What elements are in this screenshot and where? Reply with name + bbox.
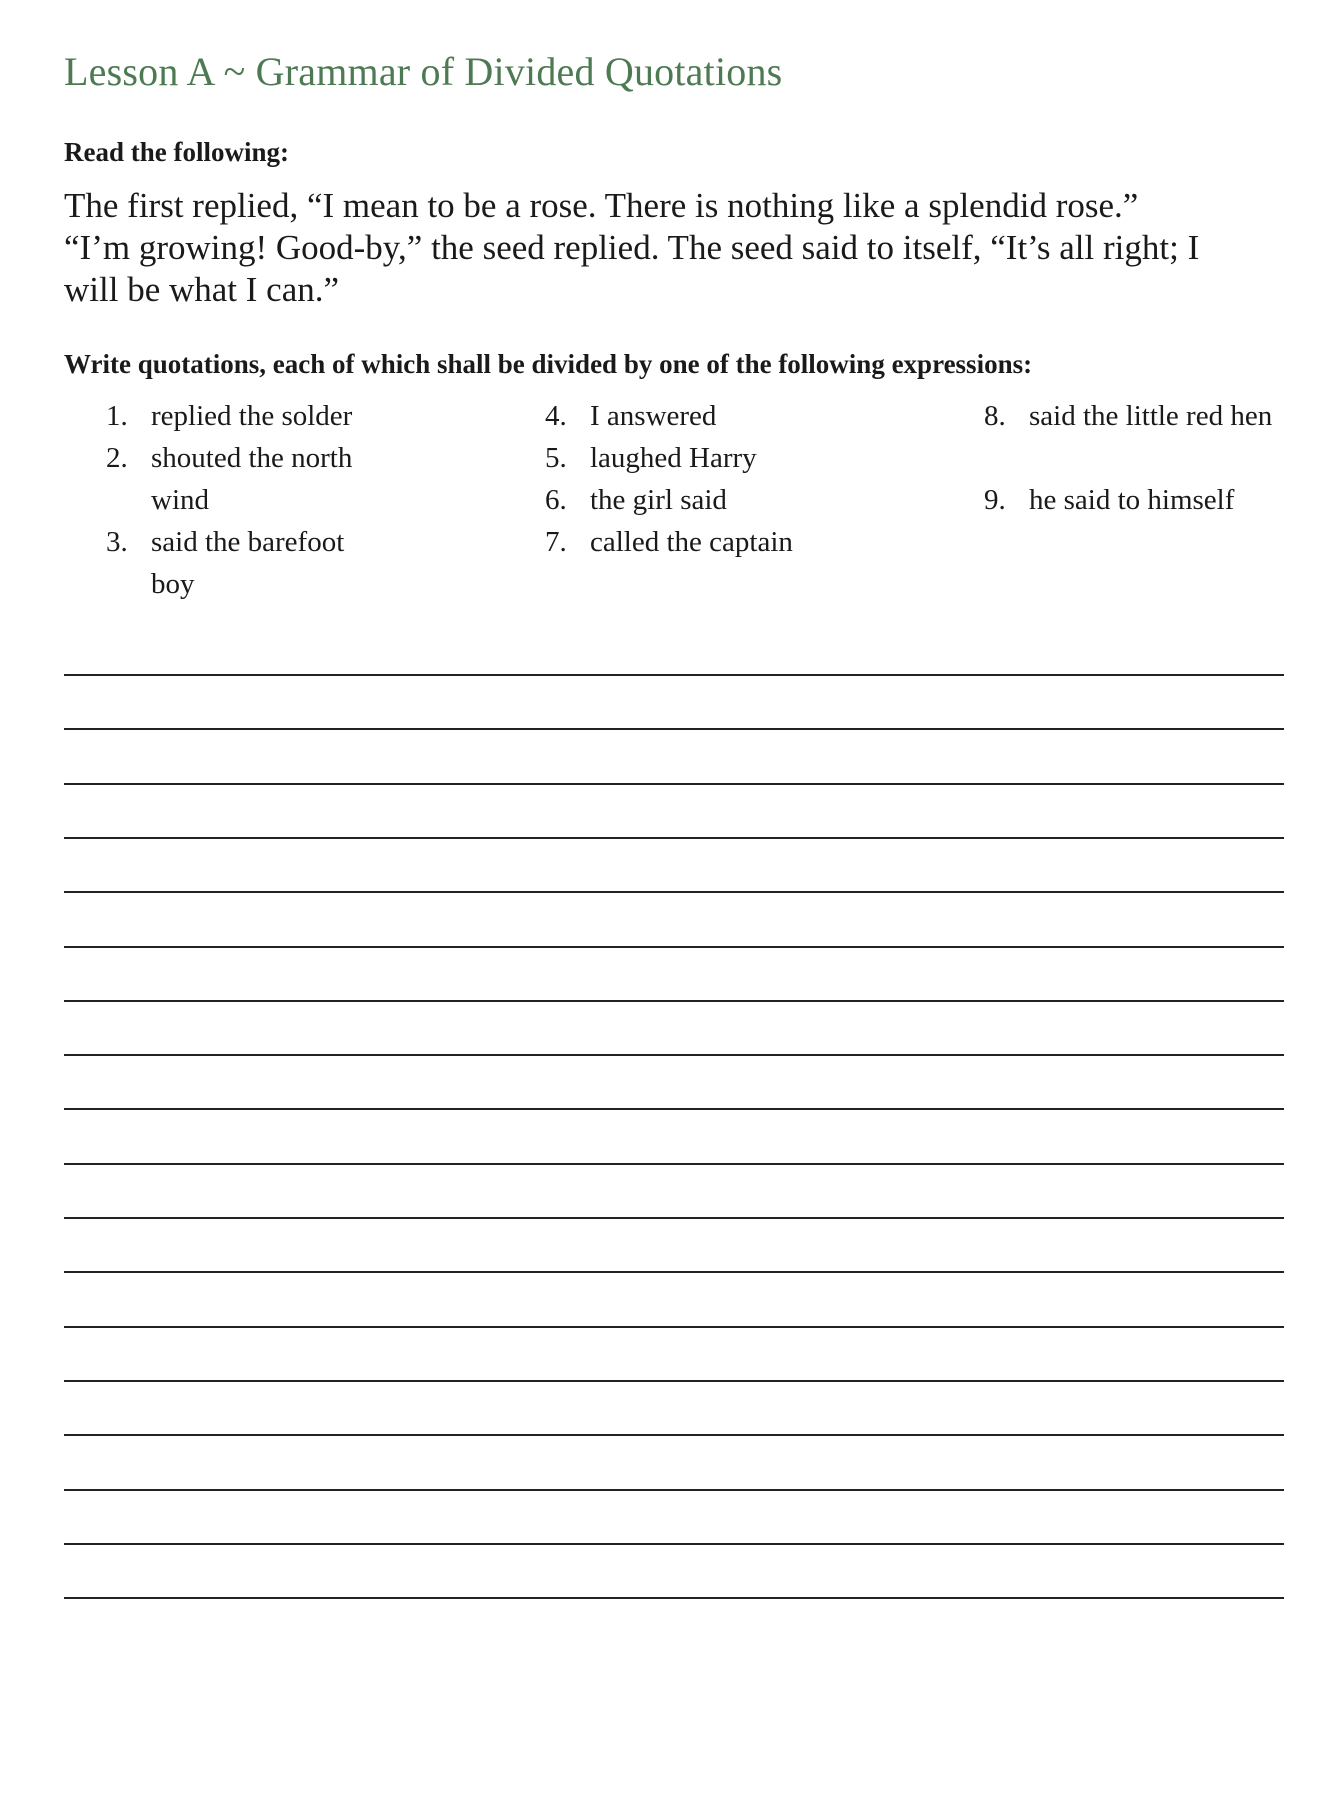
writing-line[interactable] [64,891,1284,893]
expression-text: replied the solder [151,400,353,432]
expression-text: shouted the north wind [151,442,353,516]
writing-line[interactable] [64,946,1284,948]
write-instruction-heading: Write quotations, each of which shall be divided by one of the following expressions: [64,349,1033,379]
read-instruction-heading: Read the following: [64,137,289,167]
writing-line[interactable] [64,783,1284,785]
expression-number: 1. [106,400,128,432]
expression-number: 7. [545,526,567,558]
writing-line[interactable] [64,728,1284,730]
writing-line[interactable] [64,837,1284,839]
writing-line[interactable] [64,1000,1284,1002]
expression-number: 3. [106,526,128,558]
expression-text: the girl said [590,484,727,516]
passage-line: “I’m growing! Good-by,” the seed replied. The seed said to itself, “It’s all right; I [64,228,1200,267]
expression-number: 8. [984,400,1006,432]
writing-line[interactable] [64,1108,1284,1110]
expression-text: said the barefoot boy [151,526,345,600]
passage-line: The first replied, “I mean to be a rose. There is nothing like a splendid rose.” [64,186,1139,225]
writing-line[interactable] [64,1163,1284,1165]
expression-number: 2. [106,442,128,474]
writing-line[interactable] [64,1543,1284,1545]
writing-line[interactable] [64,1326,1284,1328]
writing-line[interactable] [64,1597,1284,1599]
writing-line[interactable] [64,1434,1284,1436]
expression-text: said the little red hen [1029,400,1273,432]
expression-number: 6. [545,484,567,516]
expression-text: I answered [590,400,717,432]
expression-text: he said to himself [1029,484,1235,516]
passage-line: will be what I can.” [64,270,340,309]
writing-line[interactable] [64,1489,1284,1491]
expression-text: laughed Harry [590,442,757,474]
writing-line[interactable] [64,674,1284,676]
writing-line[interactable] [64,1217,1284,1219]
writing-line[interactable] [64,1380,1284,1382]
answer-writing-area[interactable] [64,0,1290,1820]
writing-line[interactable] [64,1054,1284,1056]
expression-number: 5. [545,442,567,474]
expression-number: 9. [984,484,1006,516]
writing-line[interactable] [64,1271,1284,1273]
expression-text: called the captain [590,526,793,558]
lesson-title: Lesson A ~ Grammar of Divided Quotations [64,49,783,94]
expression-number: 4. [545,400,567,432]
